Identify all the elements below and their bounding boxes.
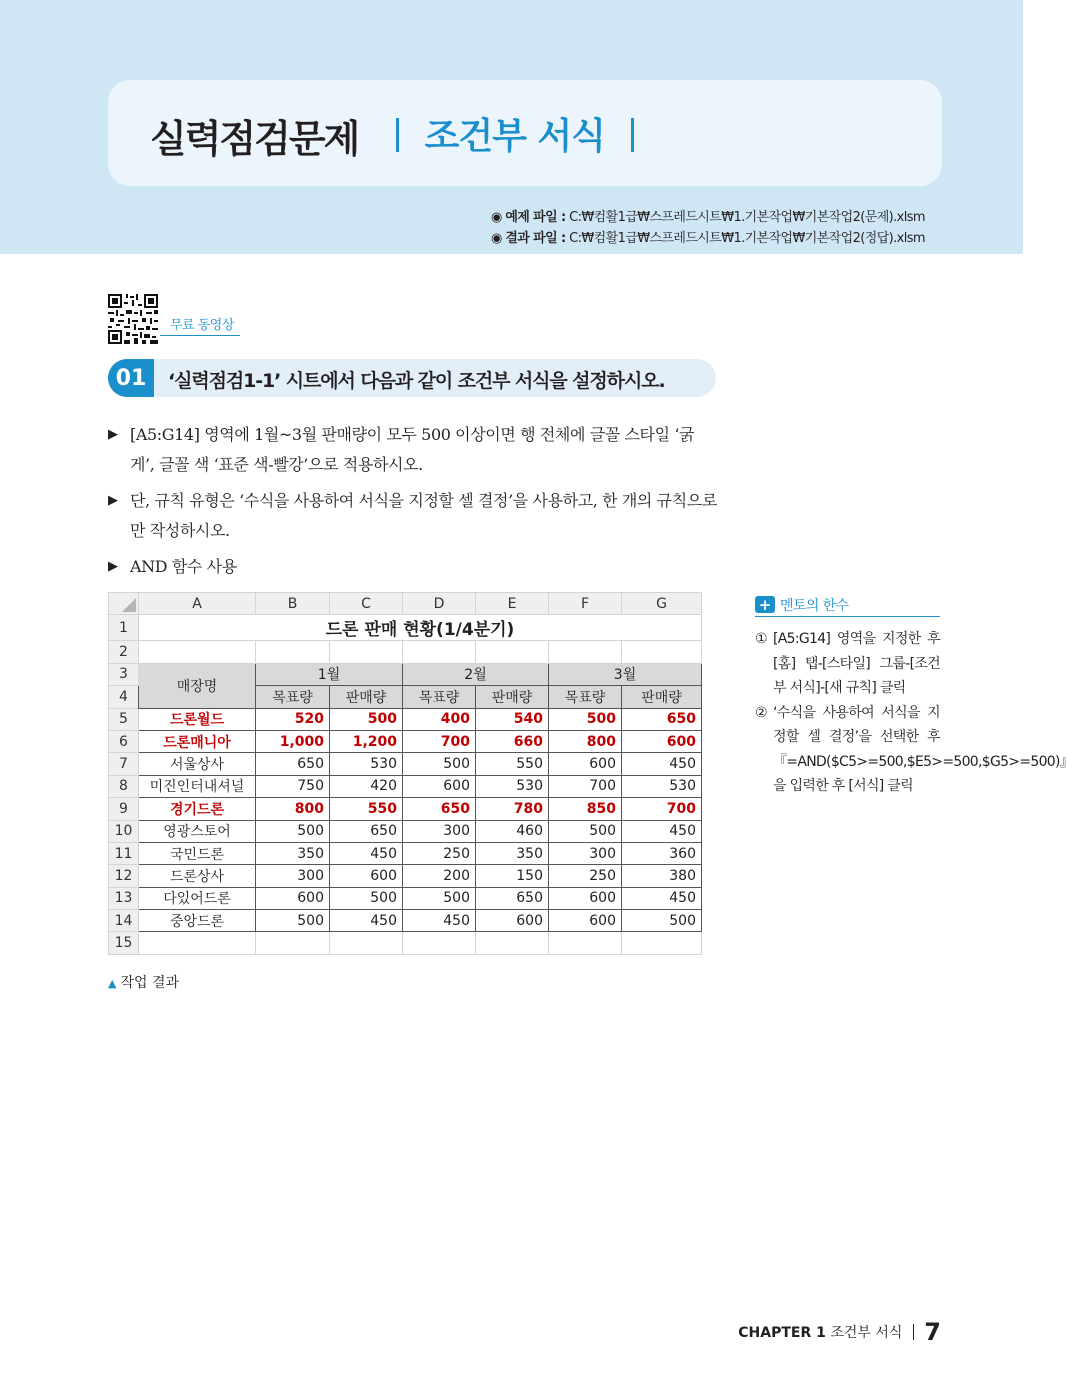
video-underline — [160, 335, 240, 336]
value-cell[interactable]: 530 — [622, 775, 702, 797]
row-header[interactable]: 5 — [109, 708, 139, 730]
store-name-cell[interactable]: 중앙드론 — [139, 910, 256, 932]
row-header[interactable]: 14 — [109, 910, 139, 932]
empty-cell[interactable] — [330, 932, 403, 954]
title-box — [108, 80, 942, 186]
column-header[interactable]: D — [403, 593, 476, 615]
title-divider-right — [631, 118, 634, 152]
sheet-row — [109, 820, 702, 842]
value-cell[interactable]: 700 — [403, 730, 476, 752]
subtitle-text: 조건부 서식 — [424, 116, 605, 157]
title-divider-left — [396, 118, 399, 152]
row-header[interactable]: 7 — [109, 753, 139, 775]
instruction-item: ▶ [A5:G14] 영역에 1월~3월 판매량이 모두 500 이상이면 행 전체에 글꼴 스타일 ‘굵게’, 글꼴 색 ‘표준 색-빨강’으로 적용하시오. — [108, 420, 718, 480]
example-file-row — [491, 207, 925, 228]
column-header-row — [109, 593, 702, 615]
row-header[interactable]: 6 — [109, 730, 139, 752]
empty-cell[interactable] — [256, 641, 330, 663]
value-cell[interactable]: 150 — [476, 865, 549, 887]
arrow-right-icon: ▶ — [108, 427, 118, 442]
value-cell[interactable]: 300 — [403, 820, 476, 842]
value-cell[interactable]: 420 — [330, 775, 403, 797]
spreadsheet-screenshot — [108, 592, 701, 958]
value-cell[interactable]: 650 — [403, 798, 476, 820]
value-cell[interactable]: 200 — [403, 865, 476, 887]
value-cell[interactable]: 450 — [330, 910, 403, 932]
value-cell[interactable]: 450 — [622, 753, 702, 775]
value-cell[interactable]: 500 — [256, 820, 330, 842]
value-cell[interactable]: 500 — [256, 910, 330, 932]
mentor-header — [755, 595, 940, 617]
arrow-right-icon: ▶ — [108, 493, 118, 508]
sheet-title-cell[interactable]: 드론 판매 현황(1/4분기) — [139, 615, 702, 641]
target-header-cell[interactable]: 목표량 — [549, 686, 622, 708]
sheet-row — [109, 708, 702, 730]
result-file-path: C:₩컴활1급₩스프레드시트₩1.기본작업₩기본작업2(정답).xlsm — [569, 231, 925, 246]
value-cell[interactable]: 300 — [549, 842, 622, 864]
value-cell[interactable]: 600 — [622, 730, 702, 752]
empty-cell[interactable] — [139, 641, 256, 663]
sheet-row — [109, 865, 702, 887]
store-name-cell[interactable]: 국민드론 — [139, 842, 256, 864]
empty-cell[interactable] — [622, 641, 702, 663]
empty-cell[interactable] — [622, 932, 702, 954]
value-cell[interactable]: 500 — [330, 708, 403, 730]
question-bar — [108, 359, 716, 397]
value-cell[interactable]: 530 — [330, 753, 403, 775]
empty-cell[interactable] — [403, 932, 476, 954]
value-cell[interactable]: 450 — [330, 842, 403, 864]
row-header[interactable]: 8 — [109, 775, 139, 797]
value-cell[interactable]: 500 — [549, 820, 622, 842]
sales-header-cell[interactable]: 판매량 — [622, 686, 702, 708]
month-header-cell[interactable]: 1월 — [256, 663, 403, 685]
instruction-item: ▶ AND 함수 사용 — [108, 552, 718, 582]
bullet-icon: ◉ — [491, 210, 502, 225]
empty-cell[interactable] — [330, 641, 403, 663]
value-cell[interactable]: 500 — [330, 887, 403, 909]
value-cell[interactable]: 350 — [256, 842, 330, 864]
select-all-corner[interactable] — [109, 593, 139, 615]
sheet-row — [109, 775, 702, 797]
empty-cell[interactable] — [549, 641, 622, 663]
value-cell[interactable]: 1,000 — [256, 730, 330, 752]
mentor-title: 멘토의 한수 — [780, 598, 849, 614]
sales-header-cell[interactable]: 판매량 — [476, 686, 549, 708]
store-name-cell[interactable]: 서울상사 — [139, 753, 256, 775]
section-label: 조건부 서식 — [830, 1325, 903, 1341]
target-header-cell[interactable]: 목표량 — [256, 686, 330, 708]
value-cell[interactable]: 500 — [622, 910, 702, 932]
value-cell[interactable]: 460 — [476, 820, 549, 842]
column-header[interactable]: E — [476, 593, 549, 615]
value-cell[interactable]: 660 — [476, 730, 549, 752]
value-cell[interactable]: 380 — [622, 865, 702, 887]
store-name-cell[interactable]: 다있어드론 — [139, 887, 256, 909]
value-cell[interactable]: 500 — [403, 753, 476, 775]
row-header[interactable]: 13 — [109, 887, 139, 909]
store-header-cell[interactable]: 매장명 — [139, 663, 256, 708]
empty-cell[interactable] — [256, 932, 330, 954]
instruction-item: ▶ 단, 규칙 유형은 ‘수식을 사용하여 서식을 지정할 셀 결정’을 사용하고, 한 개의 규칙으로만 작성하시오. — [108, 486, 718, 546]
value-cell[interactable]: 600 — [256, 887, 330, 909]
footer-divider — [913, 1324, 914, 1340]
spreadsheet-grid — [108, 592, 702, 955]
value-cell[interactable]: 600 — [549, 887, 622, 909]
row-header[interactable]: 10 — [109, 820, 139, 842]
select-all-icon[interactable] — [118, 598, 136, 612]
value-cell[interactable]: 540 — [476, 708, 549, 730]
row-header[interactable]: 2 — [109, 641, 139, 663]
store-name-cell[interactable]: 영광스토어 — [139, 820, 256, 842]
value-cell[interactable]: 700 — [622, 798, 702, 820]
row-header[interactable]: 9 — [109, 798, 139, 820]
value-cell[interactable]: 500 — [549, 708, 622, 730]
sheet-row — [109, 641, 702, 663]
example-file-path: C:₩컴활1급₩스프레드시트₩1.기본작업₩기본작업2(문제).xlsm — [569, 210, 925, 225]
page-footer — [738, 1318, 941, 1346]
result-file-label: 결과 파일 : — [505, 231, 566, 246]
sheet-row — [109, 753, 702, 775]
mentor-tip — [755, 595, 1073, 799]
free-video-link[interactable]: 무료 동영상 — [170, 318, 234, 333]
row-header[interactable]: 12 — [109, 865, 139, 887]
value-cell[interactable]: 350 — [476, 842, 549, 864]
column-header[interactable]: B — [256, 593, 330, 615]
value-cell[interactable]: 600 — [549, 910, 622, 932]
empty-cell[interactable] — [476, 932, 549, 954]
sheet-row — [109, 615, 702, 641]
mentor-divider — [755, 616, 940, 617]
value-cell[interactable]: 750 — [256, 775, 330, 797]
sheet-row — [109, 932, 702, 954]
value-cell[interactable]: 250 — [403, 842, 476, 864]
value-cell[interactable]: 300 — [256, 865, 330, 887]
value-cell[interactable]: 600 — [403, 775, 476, 797]
plus-icon: + — [755, 596, 775, 613]
value-cell[interactable]: 780 — [476, 798, 549, 820]
value-cell[interactable]: 530 — [476, 775, 549, 797]
value-cell[interactable]: 650 — [256, 753, 330, 775]
value-cell[interactable]: 650 — [476, 887, 549, 909]
value-cell[interactable]: 650 — [330, 820, 403, 842]
value-cell[interactable]: 650 — [622, 708, 702, 730]
bullet-icon: ◉ — [491, 231, 502, 246]
month-header-cell[interactable]: 3월 — [549, 663, 702, 685]
row-header[interactable]: 15 — [109, 932, 139, 954]
value-cell[interactable]: 400 — [403, 708, 476, 730]
mentor-steps — [755, 627, 1073, 799]
row-header[interactable]: 11 — [109, 842, 139, 864]
empty-cell[interactable] — [139, 932, 256, 954]
value-cell[interactable]: 600 — [330, 865, 403, 887]
value-cell[interactable]: 850 — [549, 798, 622, 820]
value-cell[interactable]: 500 — [403, 887, 476, 909]
value-cell[interactable]: 360 — [622, 842, 702, 864]
column-header[interactable]: G — [622, 593, 702, 615]
value-cell[interactable]: 600 — [549, 753, 622, 775]
triangle-up-icon: ▲ — [108, 977, 117, 990]
figure-caption: ▲ 작업 결과 — [108, 975, 180, 991]
empty-cell[interactable] — [476, 641, 549, 663]
column-header[interactable]: F — [549, 593, 622, 615]
page-number: 7 — [924, 1318, 941, 1346]
value-cell[interactable]: 520 — [256, 708, 330, 730]
qr-code-icon[interactable] — [108, 294, 158, 344]
value-cell[interactable]: 1,200 — [330, 730, 403, 752]
mentor-step: ① [A5:G14] 영역을 지정한 후 [홈] 탭-[스타일] 그룹-[조건부 서식]-[새 규칙] 클릭 — [755, 631, 940, 696]
sheet-row — [109, 842, 702, 864]
sheet-row — [109, 663, 702, 685]
mentor-step: ② ‘수식을 사용하여 서식을 지정할 셀 결정’을 선택한 후 『=AND($C5>=500,$E5>=500,$G5>=500)』을 입력한 후 [서식] 클릭 — [755, 704, 1073, 794]
result-file-row — [491, 228, 925, 249]
target-header-cell[interactable]: 목표량 — [403, 686, 476, 708]
value-cell[interactable]: 600 — [476, 910, 549, 932]
empty-cell[interactable] — [403, 641, 476, 663]
value-cell[interactable]: 550 — [476, 753, 549, 775]
value-cell[interactable]: 800 — [256, 798, 330, 820]
column-header[interactable]: C — [330, 593, 403, 615]
row-header[interactable]: 1 — [109, 615, 139, 641]
store-name-cell[interactable]: 경기드론 — [139, 798, 256, 820]
sheet-row — [109, 910, 702, 932]
store-name-cell[interactable]: 미진인터내셔널 — [139, 775, 256, 797]
value-cell[interactable]: 550 — [330, 798, 403, 820]
file-info — [491, 207, 925, 249]
store-name-cell[interactable]: 드론매니아 — [139, 730, 256, 752]
value-cell[interactable]: 700 — [549, 775, 622, 797]
question-number: 01 — [108, 359, 154, 397]
column-header[interactable]: A — [139, 593, 256, 615]
row-header[interactable]: 3 — [109, 663, 139, 685]
example-file-label: 예제 파일 : — [505, 210, 566, 225]
arrow-right-icon: ▶ — [108, 559, 118, 574]
value-cell[interactable]: 250 — [549, 865, 622, 887]
store-name-cell[interactable]: 드론상사 — [139, 865, 256, 887]
month-header-cell[interactable]: 2월 — [403, 663, 549, 685]
instruction-list — [108, 420, 718, 588]
value-cell[interactable]: 450 — [622, 887, 702, 909]
row-header[interactable]: 4 — [109, 686, 139, 708]
page-title: 실력점검문제 — [150, 117, 359, 161]
value-cell[interactable]: 450 — [403, 910, 476, 932]
value-cell[interactable]: 800 — [549, 730, 622, 752]
chapter-label: CHAPTER 1 — [738, 1325, 826, 1341]
value-cell[interactable]: 450 — [622, 820, 702, 842]
sheet-row — [109, 887, 702, 909]
sheet-row — [109, 798, 702, 820]
question-text: ‘실력점검1-1’ 시트에서 다음과 같이 조건부 서식을 설정하시오. — [168, 370, 665, 392]
sheet-row — [109, 730, 702, 752]
empty-cell[interactable] — [549, 932, 622, 954]
sales-header-cell[interactable]: 판매량 — [330, 686, 403, 708]
page-subtitle — [396, 108, 634, 159]
store-name-cell[interactable]: 드론월드 — [139, 708, 256, 730]
